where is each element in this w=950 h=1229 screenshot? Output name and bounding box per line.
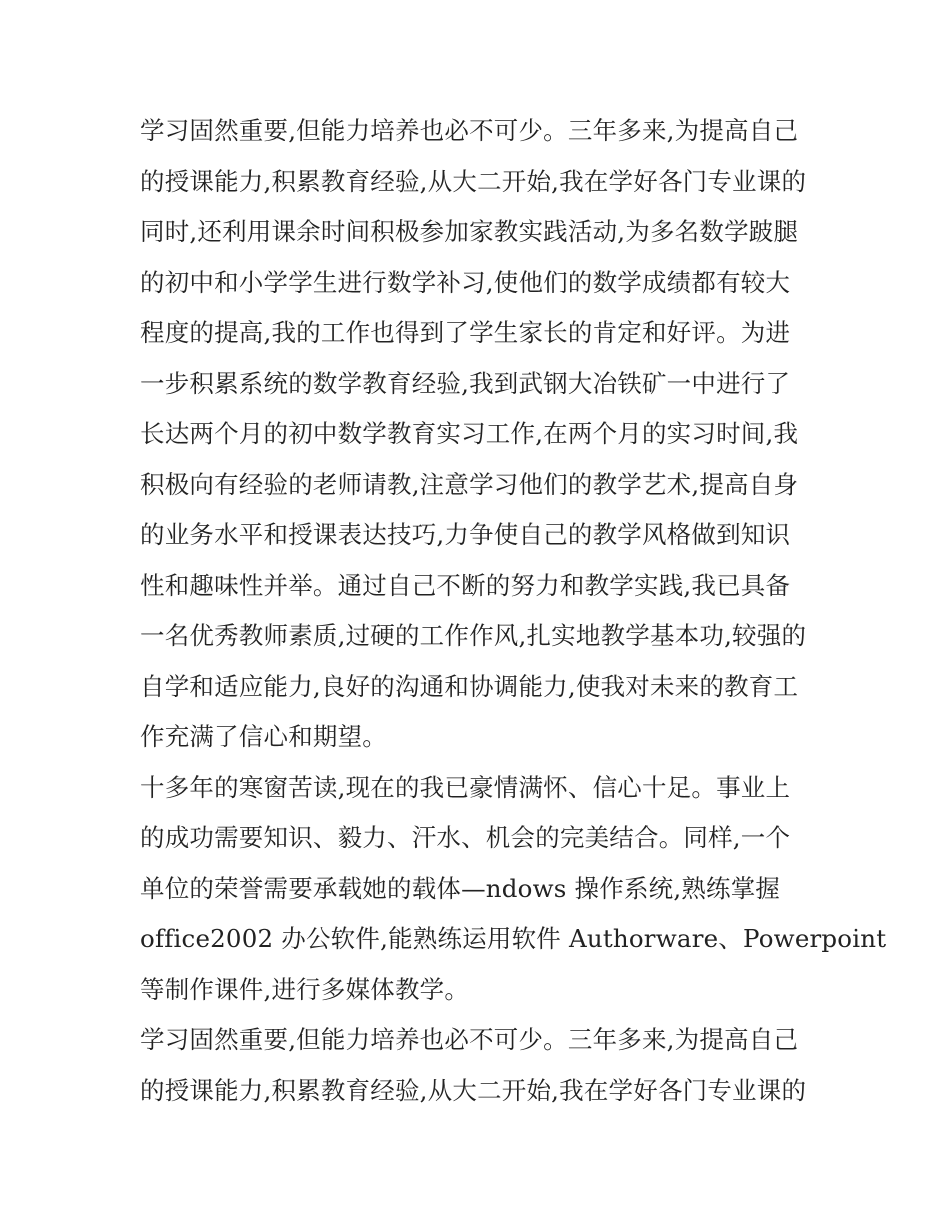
text-line: 单位的荣誉需要承载她的载体—ndows 操作系统,熟练掌握 [140,873,781,903]
text-line: 学习固然重要,但能力培养也必不可少。三年多来,为提高自己 [140,116,799,145]
text-line: 自学和适应能力,良好的沟通和协调能力,使我对未来的教育工 [140,671,799,701]
text-line: 等制作课件,进行多媒体教学。 [140,974,470,1004]
text-line: 十多年的寒窗苦读,现在的我已豪情满怀、信心十足。事业上 [140,772,791,802]
text-line: 学习固然重要,但能力培养也必不可少。三年多来,为提高自己 [140,1025,799,1054]
text-line: 的业务水平和授课表达技巧,力争使自己的教学风格做到知识 [140,520,791,549]
text-line: 的授课能力,积累教育经验,从大二开始,我在学好各门专业课的 [140,1075,807,1105]
text-line: 作充满了信心和期望。 [140,722,387,751]
text-line: 同时,还利用课余时间积极参加家教实践活动,为多名数学跛腿 [140,217,799,246]
text-line: 长达两个月的初中数学教育实习工作,在两个月的实习时间,我 [140,419,799,448]
text-line: 程度的提高,我的工作也得到了学生家长的肯定和好评。为进 [140,318,791,347]
document-body [140,106,887,1116]
text-line: 的授课能力,积累教育经验,从大二开始,我在学好各门专业课的 [140,166,807,196]
text-line: 积极向有经验的老师请教,注意学习他们的教学艺术,提高自身 [140,469,799,499]
text-line: 一步积累系统的数学教育经验,我到武钢大冶铁矿一中进行了 [140,368,791,398]
text-line: office2002 办公软件,能熟练运用软件 Authorware、Powerpoint [140,924,887,953]
text-line: 的初中和小学学生进行数学补习,使他们的数学成绩都有较大 [140,267,791,297]
text-line: 一名优秀教师素质,过硬的工作作风,扎实地教学基本功,较强的 [140,621,807,650]
text-line: 性和趣味性并举。通过自己不断的努力和教学实践,我已具备 [140,570,791,600]
text-line: 的成功需要知识、毅力、汗水、机会的完美结合。同样,一个 [140,823,791,852]
